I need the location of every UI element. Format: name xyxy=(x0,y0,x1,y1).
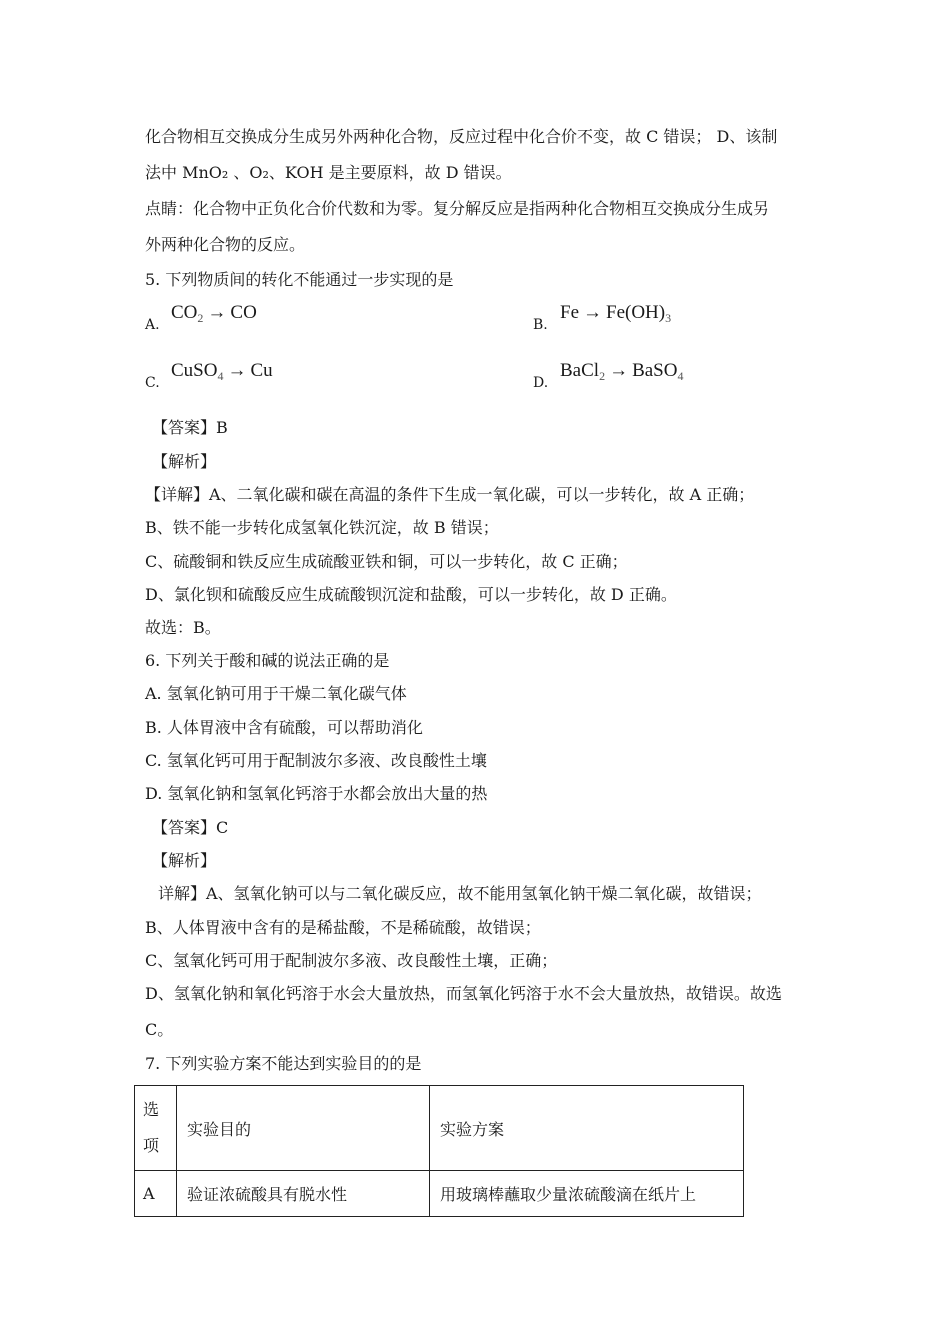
table-header-row xyxy=(135,1086,744,1171)
table-header-cell: 实验目的 xyxy=(177,1086,430,1171)
q5-detail-line: 【详解】A、二氧化碳和碳在高温的条件下生成一氧化碳，可以一步转化，故 A 正确； xyxy=(145,485,755,504)
q5-option-c-label: C. xyxy=(145,375,160,391)
q6-detail-line: B、人体胃液中含有的是稀盐酸，不是稀硫酸，故错误； xyxy=(145,918,541,937)
experiment-table xyxy=(134,1085,744,1217)
q5-detail-line: D、氯化钡和硫酸反应生成硫酸钡沉淀和盐酸，可以一步转化，故 D 正确。 xyxy=(145,585,677,604)
q7-stem: 7. 下列实验方案不能达到实验目的的是 xyxy=(145,1054,422,1073)
q5-detail-line: C、硫酸铜和铁反应生成硫酸亚铁和铜，可以一步转化，故 C 正确； xyxy=(145,552,628,571)
q5-option-a-label: A. xyxy=(145,317,160,333)
q6-stem: 6. 下列关于酸和碱的说法正确的是 xyxy=(145,651,390,670)
q6-option-a: A. 氢氧化钠可用于干燥二氧化碳气体 xyxy=(145,684,407,703)
intro-comment-line: 点睛：化合物中正负化合价代数和为零。复分解反应是指两种化合物相互交换成分生成另 xyxy=(145,199,770,218)
table-cell: A xyxy=(135,1171,177,1217)
q6-detail-line: 详解】A、氢氧化钠可以与二氧化碳反应，故不能用氢氧化钠干燥二氧化碳，故错误； xyxy=(158,884,762,903)
intro-comment-line-2: 外两种化合物的反应。 xyxy=(145,235,306,254)
q5-option-c-formula: CuSO$_4$ → Cu xyxy=(171,360,273,383)
q6-option-d: D. 氢氧化钠和氢氧化钙溶于水都会放出大量的热 xyxy=(145,784,488,803)
q5-option-b-label: B. xyxy=(533,317,548,333)
q5-analysis-heading: 【解析】 xyxy=(152,452,217,471)
q5-option-b-formula: $Fe \to Fe(OH)_3$ xyxy=(560,302,672,325)
q5-answer: 【答案】B xyxy=(152,418,228,437)
q6-detail-line: C。 xyxy=(145,1020,174,1039)
table-row xyxy=(135,1171,744,1217)
q5-conclusion: 故选：B。 xyxy=(145,618,221,637)
intro-line-1: 化合物相互交换成分生成另外两种化合物，反应过程中化合价不变，故 C 错误； D、该制 xyxy=(145,127,778,146)
q5-stem: 5. 下列物质间的转化不能通过一步实现的是 xyxy=(145,270,454,289)
q6-option-c: C. 氢氧化钙可用于配制波尔多液、改良酸性土壤 xyxy=(145,751,487,770)
q6-detail-line: D、氢氧化钠和氧化钙溶于水会大量放热，而氢氧化钙溶于水不会大量放热，故错误。故选 xyxy=(145,984,782,1003)
q6-answer: 【答案】C xyxy=(152,818,229,837)
q5-option-d-label: D. xyxy=(533,375,549,391)
q5-option-d-formula: BaCl$_2$ → BaSO$_4$ xyxy=(560,360,684,383)
table-cell: 用玻璃棒蘸取少量浓硫酸滴在纸片上 xyxy=(430,1171,744,1217)
table-cell: 验证浓硫酸具有脱水性 xyxy=(177,1171,430,1217)
table-header-cell: 实验方案 xyxy=(430,1086,744,1171)
q5-option-a-formula: $CO_2$ → CO xyxy=(171,302,257,325)
intro-line-2: 法中 MnO₂ 、O₂、KOH 是主要原料，故 D 错误。 xyxy=(145,163,512,182)
q6-analysis-heading: 【解析】 xyxy=(152,851,217,870)
q6-option-b: B. 人体胃液中含有硫酸，可以帮助消化 xyxy=(145,718,423,737)
q5-detail-line: B、铁不能一步转化成氢氧化铁沉淀，故 B 错误； xyxy=(145,518,499,537)
q6-detail-line: C、氢氧化钙可用于配制波尔多液、改良酸性土壤，正确； xyxy=(145,951,558,970)
table-header-cell: 选 项 xyxy=(135,1086,177,1171)
